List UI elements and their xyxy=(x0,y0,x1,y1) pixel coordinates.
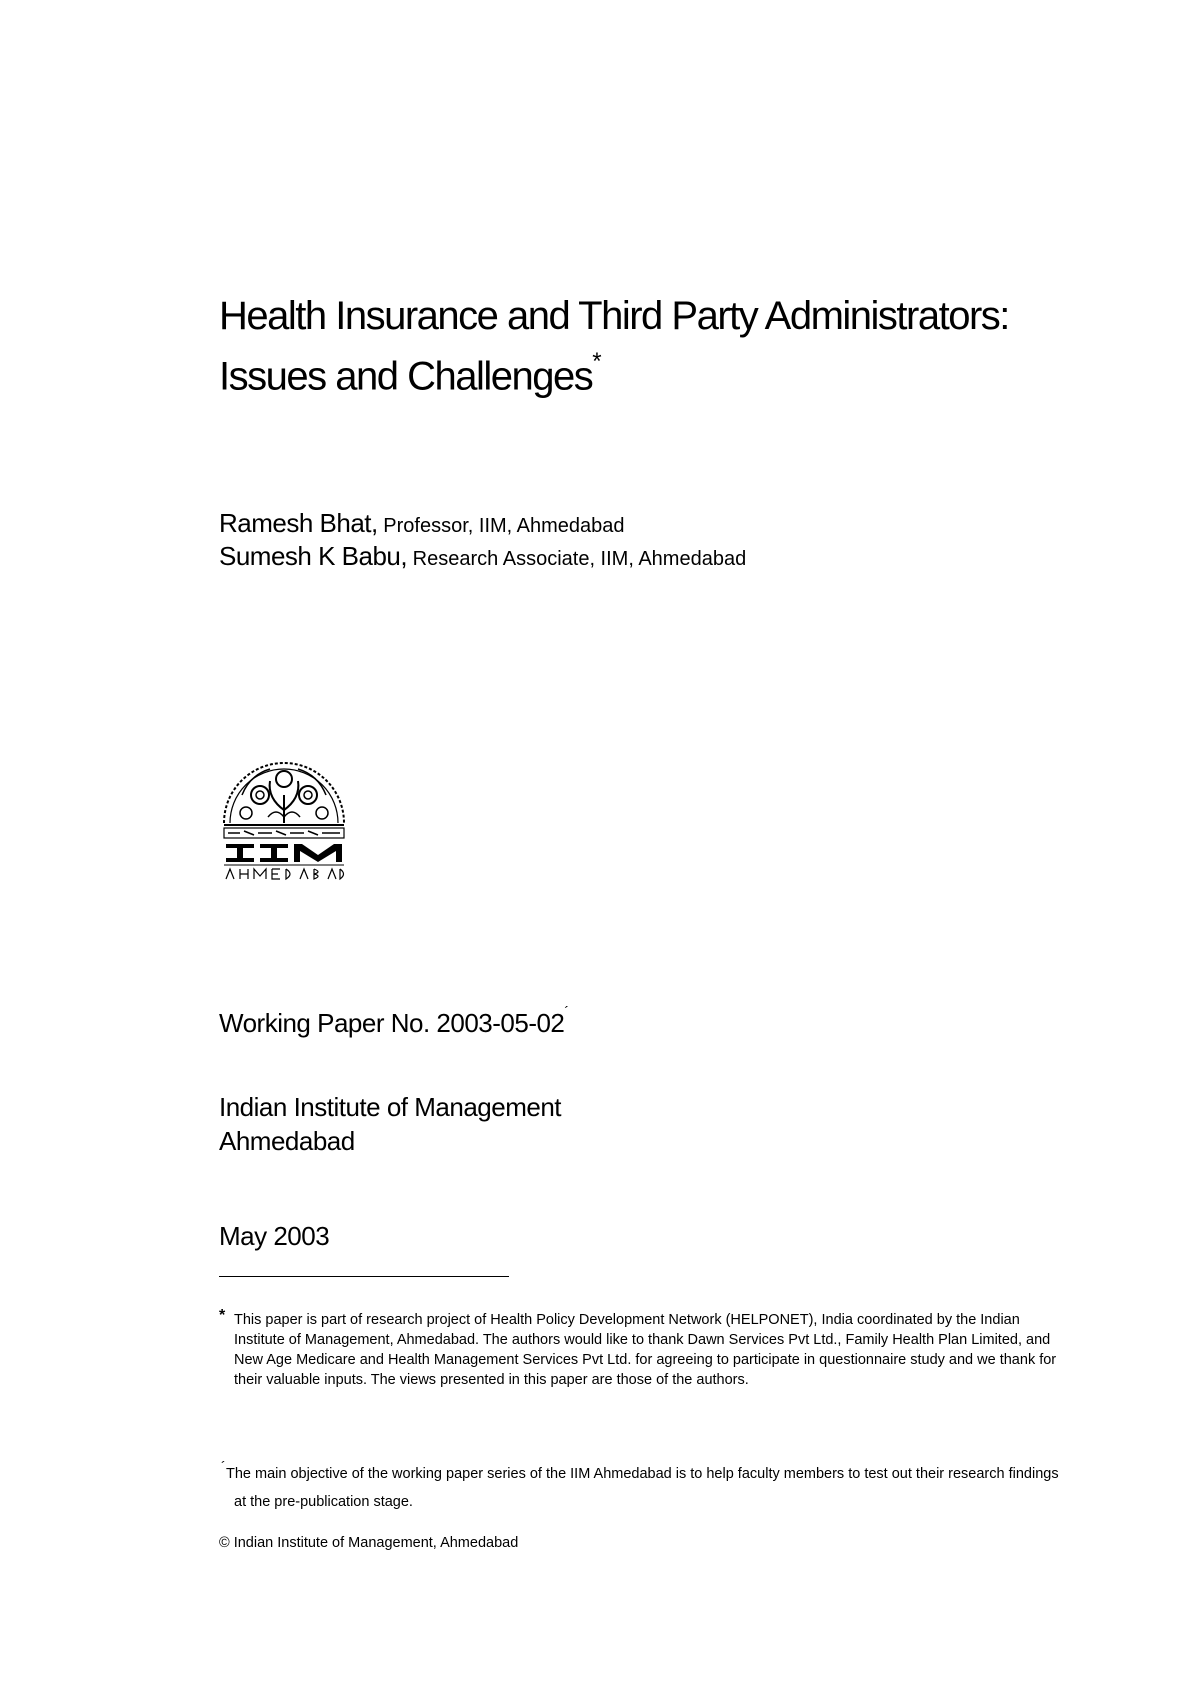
working-paper-label: Working Paper No. 2003-05-02 xyxy=(219,1008,565,1038)
institution-line-2: Ahmedabad xyxy=(219,1126,355,1156)
footnote-2-marker: ´ xyxy=(221,1458,226,1474)
footnote-2-text: The main objective of the working paper series of the IIM Ahmedabad is to help faculty members to test out their research findings at the pre-publication stage. xyxy=(226,1466,1059,1510)
author-1 xyxy=(219,508,746,541)
iim-logo xyxy=(220,755,348,885)
footnote-2 xyxy=(219,1460,1059,1516)
footnote-1 xyxy=(219,1307,1059,1390)
title-footnote-marker: * xyxy=(592,348,602,375)
author-list xyxy=(219,508,746,574)
institution xyxy=(219,1090,561,1158)
footnote-divider xyxy=(219,1276,509,1277)
author-2-name: Sumesh K Babu, xyxy=(219,541,408,571)
institution-line-1: Indian Institute of Management xyxy=(219,1092,562,1122)
title-line-2 xyxy=(219,342,1009,402)
author-2 xyxy=(219,541,746,574)
author-1-name: Ramesh Bhat, xyxy=(219,508,378,538)
paper-title xyxy=(219,290,1009,402)
footnote-1-text: This paper is part of research project of Health Policy Development Network (HELPONET), India coordinated by the Indian Institute of Management, Ahmedabad. The authors would like to thank Dawn Services Pvt Ltd., Family Health Plan Limited, and New Age Medicare and Health Management Services Pvt Ltd. for agreeing to participate in questionnaire study and we thank for their valuable inputs. The views presented in this paper are those of the authors. xyxy=(234,1312,1057,1388)
tree-of-life-emblem-icon xyxy=(220,755,348,885)
author-2-role: Research Associate, IIM, Ahmedabad xyxy=(407,548,747,570)
working-paper-marker: ´ xyxy=(564,1003,569,1020)
title-line-1: Health Insurance and Third Party Administrators: xyxy=(219,294,1009,338)
copyright-notice: © Indian Institute of Management, Ahmedabad xyxy=(219,1535,519,1551)
working-paper-number xyxy=(219,1003,569,1039)
footnote-1-marker: * xyxy=(219,1307,226,1324)
title-line-2-text: Issues and Challenges xyxy=(219,354,593,399)
publication-date: May 2003 xyxy=(219,1221,330,1251)
author-1-role: Professor, IIM, Ahmedabad xyxy=(377,515,625,537)
